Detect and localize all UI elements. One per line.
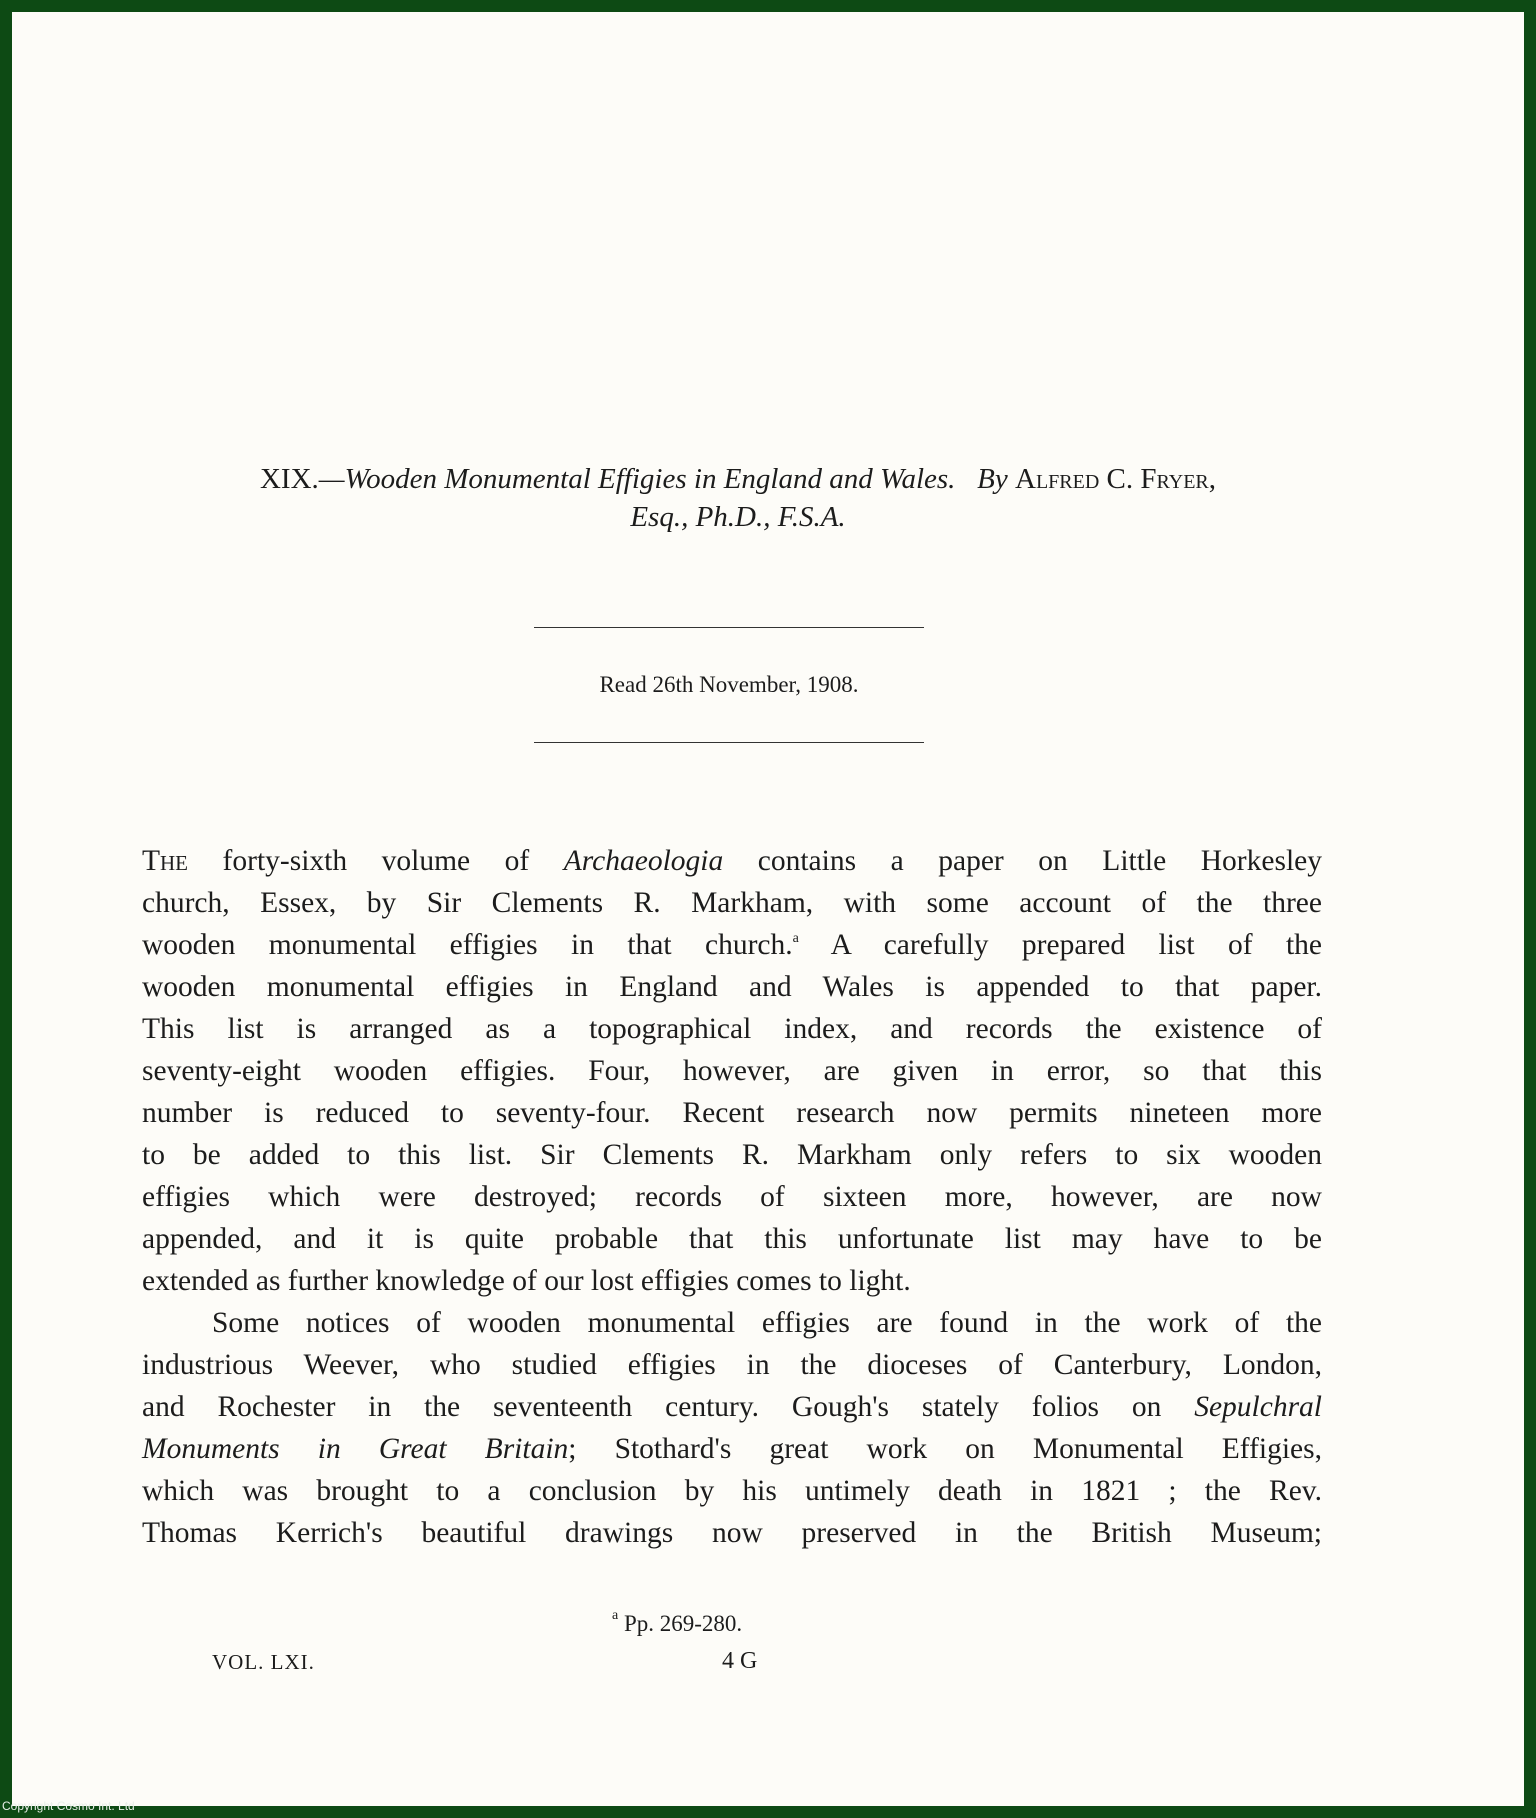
book-title: Monuments in Great Britain (142, 1433, 569, 1465)
text-line (142, 924, 1322, 966)
footnote-ref: a (792, 931, 799, 946)
text-line: Thomas Kerrich's beautiful drawings now preserved in the British Museum; (142, 1517, 1322, 1549)
paragraph-1 (142, 840, 1322, 1302)
article-title-text: Wooden Monumental Effigies in England and Wales. (344, 463, 956, 495)
author-credentials: Esq., Ph.D., F.S.A. (630, 501, 846, 533)
title-dash: — (318, 463, 345, 495)
article-title (140, 460, 1336, 536)
text-line: which was brought to a conclusion by his untimely death in 1821 ; the Rev. (142, 1475, 1322, 1507)
copyright-watermark: Copyright Cosmo Int. Ltd (2, 1799, 135, 1813)
article-number: XIX. (259, 463, 319, 495)
signature-mark: 4 G (722, 1648, 758, 1674)
text-line: appended, and it is quite probable that this unfortunate list may have to be (142, 1223, 1322, 1255)
paragraph-2 (142, 1302, 1322, 1554)
text-span: A carefully prepared list of the (798, 929, 1322, 961)
text-line (142, 1386, 1322, 1428)
footnote-text: Pp. 269-280. (618, 1611, 743, 1636)
text-line: effigies which were destroyed; records of sixteen more, however, are now (142, 1181, 1322, 1213)
text-line: industrious Weever, who studied effigies in the dioceses of Canterbury, London, (142, 1349, 1322, 1381)
text-span: and Rochester in the seventeenth century. Gough's stately folios on (142, 1391, 1195, 1423)
author-name: Alfred C. Fryer, (1015, 463, 1217, 495)
text-span: ; Stothard's great work on Monumental Effigies, (568, 1433, 1322, 1465)
divider-top (534, 627, 924, 628)
text-line (142, 840, 1322, 882)
text-line: seventy-eight wooden effigies. Four, however, are given in error, so that this (142, 1055, 1322, 1087)
text-span: wooden monumental effigies in that church. (142, 929, 793, 961)
text-line: Some notices of wooden monumental effigies are found in the work of the (212, 1307, 1322, 1339)
lead-caps: The (142, 845, 189, 877)
article-body (142, 840, 1322, 1554)
divider-bottom (534, 742, 924, 743)
read-date: Read 26th November, 1908. (599, 672, 859, 697)
text-line (142, 1428, 1322, 1470)
text-span: contains a paper on Little Horkesley (723, 845, 1322, 877)
text-line: This list is arranged as a topographical index, and records the existence of (142, 1013, 1322, 1045)
text-line: church, Essex, by Sir Clements R. Markham, with some account of the three (142, 887, 1322, 919)
text-span: forty-sixth volume of (188, 845, 564, 877)
volume-label: VOL. LXI. (212, 1650, 315, 1674)
text-line: extended as further knowledge of our lost effigies comes to light. (142, 1265, 911, 1297)
text-line: number is reduced to seventy-four. Recent research now permits nineteen more (142, 1097, 1322, 1129)
text-line: wooden monumental effigies in England and Wales is appended to that paper. (142, 971, 1322, 1003)
document-page (12, 12, 1524, 1806)
footnote (612, 1609, 742, 1639)
title-line-1 (140, 460, 1336, 498)
journal-name: Archaeologia (563, 845, 724, 877)
footnote-marker: a (612, 1608, 619, 1623)
text-line: to be added to this list. Sir Clements R. Markham only refers to six wooden (142, 1139, 1322, 1171)
by-label: By (977, 463, 1008, 495)
book-title: Sepulchral (1194, 1391, 1322, 1423)
